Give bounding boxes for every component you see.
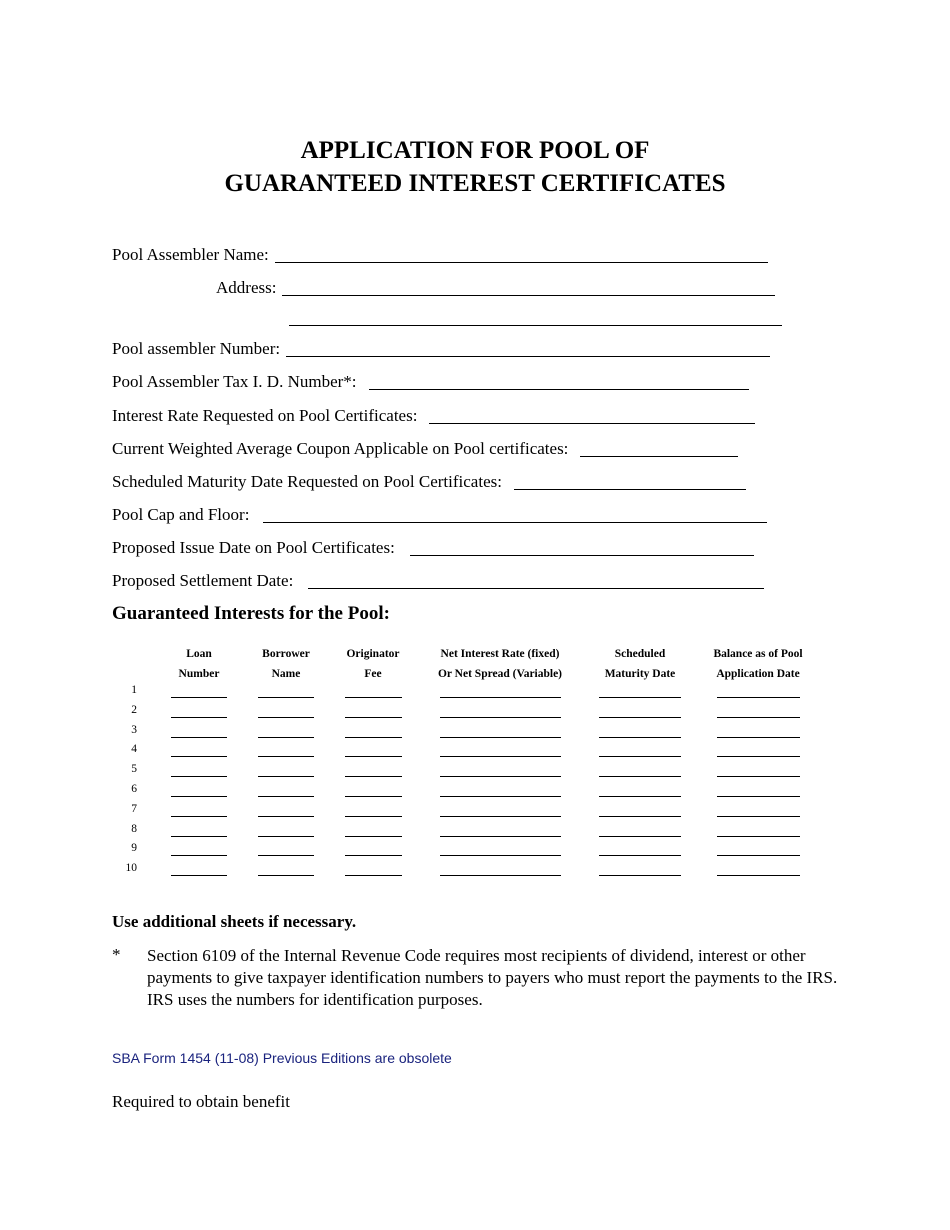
table-cell-input[interactable] bbox=[599, 836, 681, 837]
column-header-2-line2: Name bbox=[271, 668, 301, 680]
column-header-3-line2: Fee bbox=[364, 668, 382, 680]
table-cell-input[interactable] bbox=[171, 717, 227, 718]
table-cell-input[interactable] bbox=[171, 756, 227, 757]
table-cell-input[interactable] bbox=[171, 737, 227, 738]
cap-floor-label: Pool Cap and Floor: bbox=[112, 505, 250, 524]
table-cell-input[interactable] bbox=[599, 776, 681, 777]
column-header-4-line1: Net Interest Rate (fixed) bbox=[440, 648, 560, 660]
table-cell-input[interactable] bbox=[599, 697, 681, 698]
table-cell-input[interactable] bbox=[345, 697, 402, 698]
table-cell-input[interactable] bbox=[717, 836, 800, 837]
table-cell-input[interactable] bbox=[717, 816, 800, 817]
table-cell-input[interactable] bbox=[440, 717, 561, 718]
settlement-date-input[interactable] bbox=[308, 587, 764, 589]
maturity-date-row bbox=[112, 469, 746, 493]
column-header-6-line2: Application Date bbox=[716, 668, 800, 680]
table-cell-input[interactable] bbox=[599, 796, 681, 797]
table-cell-input[interactable] bbox=[345, 855, 402, 856]
table-cell-input[interactable] bbox=[599, 855, 681, 856]
table-cell-input[interactable] bbox=[599, 756, 681, 757]
table-cell-input[interactable] bbox=[258, 717, 314, 718]
table-cell-input[interactable] bbox=[258, 776, 314, 777]
table-cell-input[interactable] bbox=[258, 875, 314, 876]
table-cell-input[interactable] bbox=[599, 875, 681, 876]
pool-assembler-number-row bbox=[112, 336, 770, 360]
required-note: Required to obtain benefit bbox=[112, 1092, 290, 1111]
table-cell-input[interactable] bbox=[440, 796, 561, 797]
table-cell-input[interactable] bbox=[345, 756, 402, 757]
row-number: 3 bbox=[131, 723, 137, 736]
pool-assembler-number-input[interactable] bbox=[286, 355, 770, 357]
table-cell-input[interactable] bbox=[440, 756, 561, 757]
address-row-2 bbox=[289, 305, 782, 329]
column-header-5-line2: Maturity Date bbox=[604, 668, 676, 680]
table-cell-input[interactable] bbox=[440, 776, 561, 777]
table-cell-input[interactable] bbox=[258, 697, 314, 698]
table-cell-input[interactable] bbox=[258, 836, 314, 837]
issue-date-row bbox=[112, 535, 754, 559]
table-cell-input[interactable] bbox=[717, 717, 800, 718]
weighted-avg-coupon-input[interactable] bbox=[580, 455, 738, 457]
row-number: 4 bbox=[131, 743, 137, 756]
interest-rate-label: Interest Rate Requested on Pool Certificates: bbox=[112, 406, 418, 425]
table-cell-input[interactable] bbox=[171, 697, 227, 698]
cap-floor-input[interactable] bbox=[263, 521, 767, 523]
footnote-asterisk: * bbox=[112, 945, 121, 964]
table-cell-input[interactable] bbox=[440, 816, 561, 817]
address-input-line-1[interactable] bbox=[282, 294, 775, 296]
table-cell-input[interactable] bbox=[345, 796, 402, 797]
address-input-line-2[interactable] bbox=[289, 324, 782, 326]
row-number: 10 bbox=[125, 862, 137, 875]
weighted-avg-coupon-row bbox=[112, 436, 738, 460]
row-number: 9 bbox=[131, 842, 137, 855]
column-header-4-line2: Or Net Spread (Variable) bbox=[437, 668, 563, 680]
table-cell-input[interactable] bbox=[258, 796, 314, 797]
table-cell-input[interactable] bbox=[599, 737, 681, 738]
table-cell-input[interactable] bbox=[345, 737, 402, 738]
table-cell-input[interactable] bbox=[717, 776, 800, 777]
weighted-avg-coupon-label: Current Weighted Average Coupon Applicable on Pool certificates: bbox=[112, 439, 569, 458]
table-cell-input[interactable] bbox=[717, 855, 800, 856]
guaranteed-interests-heading: Guaranteed Interests for the Pool: bbox=[112, 603, 390, 624]
table-cell-input[interactable] bbox=[171, 816, 227, 817]
pool-assembler-name-input[interactable] bbox=[275, 261, 768, 263]
table-cell-input[interactable] bbox=[440, 855, 561, 856]
table-cell-input[interactable] bbox=[171, 836, 227, 837]
table-cell-input[interactable] bbox=[345, 717, 402, 718]
tax-id-label: Pool Assembler Tax I. D. Number*: bbox=[112, 372, 357, 391]
interest-rate-input[interactable] bbox=[429, 422, 755, 424]
tax-id-row bbox=[112, 369, 749, 393]
table-cell-input[interactable] bbox=[345, 836, 402, 837]
table-cell-input[interactable] bbox=[345, 875, 402, 876]
table-cell-input[interactable] bbox=[171, 796, 227, 797]
table-cell-input[interactable] bbox=[440, 836, 561, 837]
maturity-date-input[interactable] bbox=[514, 488, 746, 490]
column-header-1-line1: Loan bbox=[186, 648, 212, 660]
column-header-5-line1: Scheduled bbox=[614, 648, 666, 660]
row-number: 2 bbox=[131, 703, 137, 716]
table-cell-input[interactable] bbox=[717, 697, 800, 698]
table-cell-input[interactable] bbox=[258, 855, 314, 856]
table-cell-input[interactable] bbox=[440, 737, 561, 738]
table-cell-input[interactable] bbox=[599, 816, 681, 817]
address-row bbox=[216, 275, 775, 299]
table-cell-input[interactable] bbox=[717, 875, 800, 876]
table-cell-input[interactable] bbox=[258, 737, 314, 738]
row-number: 5 bbox=[131, 763, 137, 776]
table-cell-input[interactable] bbox=[440, 875, 561, 876]
settlement-date-label: Proposed Settlement Date: bbox=[112, 571, 294, 590]
table-cell-input[interactable] bbox=[171, 855, 227, 856]
row-number: 6 bbox=[131, 783, 137, 795]
cap-floor-row bbox=[112, 502, 767, 526]
table-cell-input[interactable] bbox=[171, 776, 227, 777]
table-cell-input[interactable] bbox=[717, 796, 800, 797]
issue-date-label: Proposed Issue Date on Pool Certificates: bbox=[112, 538, 395, 557]
issue-date-input[interactable] bbox=[410, 554, 754, 556]
table-cell-input[interactable] bbox=[717, 756, 800, 757]
form-title-line-1: APPLICATION FOR POOL OF bbox=[300, 137, 650, 164]
address-label: Address: bbox=[216, 278, 277, 297]
table-cell-input[interactable] bbox=[717, 737, 800, 738]
form-identifier: SBA Form 1454 (11-08) Previous Editions are obsolete bbox=[112, 1050, 452, 1066]
pool-assembler-number-label: Pool assembler Number: bbox=[112, 339, 281, 358]
table-cell-input[interactable] bbox=[171, 875, 227, 876]
irs-footnote: Section 6109 of the Internal Revenue Code requires most recipients of dividend, interest or other payments to give taxpayer identification numbers to payers who must report the payments to the IRS. IRS uses the numbers for identification purposes. bbox=[147, 946, 838, 1009]
row-number: 8 bbox=[131, 822, 137, 835]
column-header-2-line1: Borrower bbox=[262, 648, 310, 660]
column-header-1-line2: Number bbox=[178, 668, 220, 680]
pool-assembler-name-label: Pool Assembler Name: bbox=[112, 245, 269, 264]
table-cell-input[interactable] bbox=[345, 776, 402, 777]
table-cell-input[interactable] bbox=[345, 816, 402, 817]
settlement-date-row bbox=[112, 568, 764, 592]
additional-sheets-note: Use additional sheets if necessary. bbox=[112, 912, 357, 931]
pool-assembler-name-row bbox=[112, 242, 768, 266]
row-number: 1 bbox=[131, 684, 137, 696]
table-cell-input[interactable] bbox=[258, 756, 314, 757]
table-cell-input[interactable] bbox=[599, 717, 681, 718]
interest-rate-row bbox=[112, 403, 755, 427]
table-cell-input[interactable] bbox=[440, 697, 561, 698]
maturity-date-label: Scheduled Maturity Date Requested on Pool Certificates: bbox=[112, 472, 502, 491]
tax-id-input[interactable] bbox=[369, 388, 749, 390]
row-number: 7 bbox=[131, 802, 137, 815]
column-header-3-line1: Originator bbox=[346, 648, 400, 660]
column-header-6-line1: Balance as of Pool bbox=[713, 648, 803, 660]
form-title-line-2: GUARANTEED INTEREST CERTIFICATES bbox=[224, 170, 726, 197]
table-cell-input[interactable] bbox=[258, 816, 314, 817]
